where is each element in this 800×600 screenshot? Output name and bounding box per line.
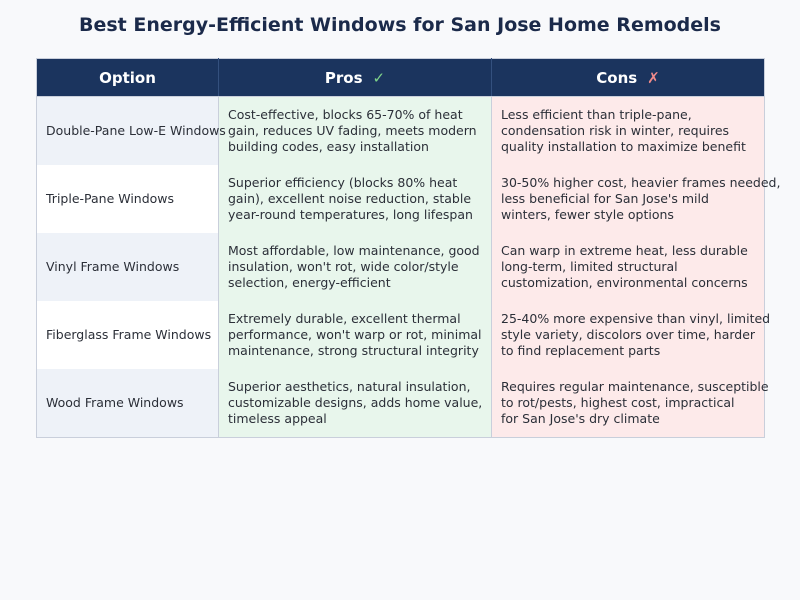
pros-cell [219, 97, 492, 166]
pros-line: Most affordable, low maintenance, good [228, 243, 480, 258]
cons-cell [492, 233, 765, 301]
cons-line: 25-40% more expensive than vinyl, limited [501, 311, 771, 326]
pros-cell [219, 369, 492, 438]
table-row [37, 369, 765, 438]
option-cell [37, 233, 219, 301]
cons-line: Can warp in extreme heat, less durable [501, 243, 748, 258]
cons-line: long-term, limited structural [501, 259, 678, 274]
column-header-option [37, 59, 219, 97]
table-row [37, 301, 765, 369]
cons-line: Requires regular maintenance, susceptible [501, 379, 769, 394]
option-name: Fiberglass Frame Windows [46, 327, 212, 342]
pros-line: customizable designs, adds home value, [228, 395, 483, 410]
cons-line: style variety, discolors over time, harder [501, 327, 756, 342]
pros-line: gain, reduces UV fading, meets modern [228, 123, 477, 138]
pros-line: Cost-effective, blocks 65-70% of heat [228, 107, 463, 122]
option-name: Double-Pane Low-E Windows [46, 123, 226, 138]
pros-line: performance, won't warp or rot, minimal [228, 327, 482, 342]
cons-cell [492, 369, 769, 438]
cons-cell [492, 165, 781, 233]
checkmark-icon: ✓ [372, 68, 386, 87]
cons-line: winters, fewer style options [501, 207, 674, 222]
pros-line: Superior efficiency (blocks 80% heat [228, 175, 458, 190]
option-name: Wood Frame Windows [46, 395, 184, 410]
cons-line: to find replacement parts [501, 343, 661, 358]
table-row [37, 165, 765, 233]
pros-cell [219, 233, 492, 301]
table-header-row [37, 59, 765, 97]
column-header-cons [492, 59, 765, 97]
option-cell [37, 97, 226, 166]
column-header-option-label: Option [99, 68, 156, 87]
comparison-table [36, 58, 781, 438]
cons-line: Less efficient than triple-pane, [501, 107, 692, 122]
option-cell [37, 301, 219, 369]
column-header-cons-label: Cons [596, 68, 638, 87]
pros-line: selection, energy-efficient [228, 275, 391, 290]
pros-line: Extremely durable, excellent thermal [228, 311, 461, 326]
option-cell [37, 369, 219, 438]
table-row [37, 97, 765, 166]
pros-cell [219, 165, 492, 233]
table-row [37, 233, 765, 301]
cons-cell [492, 301, 771, 369]
pros-line: insulation, won't rot, wide color/style [228, 259, 459, 274]
cons-line: less beneficial for San Jose's mild [501, 191, 709, 206]
pros-line: Superior aesthetics, natural insulation, [228, 379, 471, 394]
cons-cell [492, 97, 765, 166]
pros-cell [219, 301, 492, 369]
cons-line: condensation risk in winter, requires [501, 123, 730, 138]
cross-icon: ✗ [647, 68, 660, 87]
column-header-pros [219, 59, 492, 97]
cons-line: 30-50% higher cost, heavier frames needed, [501, 175, 781, 190]
column-header-pros-label: Pros [324, 68, 363, 87]
option-name: Triple-Pane Windows [46, 191, 175, 206]
option-name: Vinyl Frame Windows [46, 259, 180, 274]
pros-line: building codes, easy installation [228, 139, 429, 154]
cons-line: customization, environmental concerns [501, 275, 748, 290]
option-cell [37, 165, 219, 233]
pros-line: maintenance, strong structural integrity [228, 343, 479, 358]
pros-line: year-round temperatures, long lifespan [228, 207, 473, 222]
pros-line: timeless appeal [228, 411, 327, 426]
cons-line: to rot/pests, highest cost, impractical [501, 395, 735, 410]
pros-line: gain), excellent noise reduction, stable [228, 191, 472, 206]
cons-line: quality installation to maximize benefit [501, 139, 746, 154]
page-title: Best Energy-Efficient Windows for San Jose Home Remodels [78, 14, 721, 36]
cons-line: for San Jose's dry climate [501, 411, 660, 426]
